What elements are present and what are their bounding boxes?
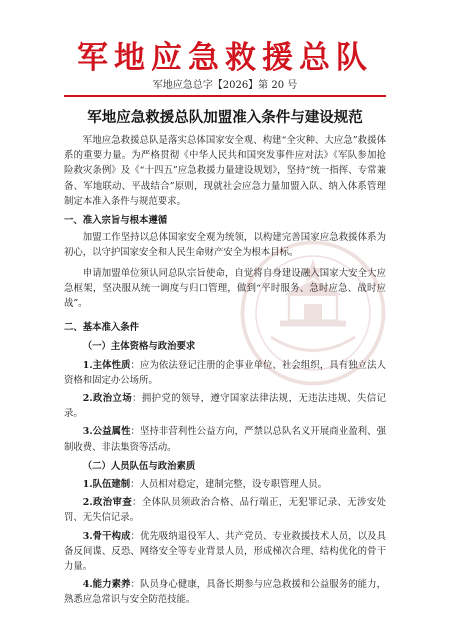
- subsection-1-heading: （一）主体资格与政治要求: [82, 341, 196, 353]
- red-header-org-name: 军地应急救援总队: [77, 40, 373, 76]
- item-text: ：全体队员须政治合格、品行端正，无犯罪记录、无涉安处罚、无失信记录。: [64, 497, 386, 524]
- document-body: [64, 133, 386, 608]
- item-lead: 1.主体性质: [82, 359, 131, 371]
- list-item: [64, 391, 386, 421]
- red-divider-line: [64, 95, 386, 97]
- document-number: 军地应急总字【2026】第 20 号: [152, 80, 298, 91]
- item-lead: 4.能力素养: [82, 579, 131, 591]
- item-text: ：应为依法登记注册的企事业单位、社会组织，具有独立法人资格和固定办公场所。: [64, 359, 386, 386]
- subsection-2-heading: （二）人员队伍与政治素质: [82, 460, 196, 472]
- item-text: ：人员相对稳定，建制完整，设专职管理人员。: [130, 479, 327, 491]
- section-1-heading: 一、准入宗旨与根本遵循: [64, 215, 168, 227]
- section-1-paragraph-2: 申请加盟单位须认同总队宗旨使命，自觉将自身建设融入国家大安全大应急框架，坚决服从统一调度与归口管理，做到“平时服务、急时应急、战时应战”。: [64, 267, 386, 310]
- list-item: [64, 477, 386, 492]
- item-lead: 2.政治立场: [82, 393, 133, 405]
- section-2-heading: 二、基本准入条件: [64, 322, 140, 334]
- list-item: [64, 424, 386, 454]
- intro-paragraph: 军地应急救援总队是落实总体国家安全观、构建“全灾种、大应急”救援体系的重要力量。为严格贯彻《中华人民共和国突发事件应对法》《军队参加抢险救灾条例》及《“十四五”应急救援力量建设规划》，坚持“统一指挥、专常兼备、军地联动、平战结合”原则，现就社会应急力量加盟入队、纳入体系管理制定本准入条件与规范要求。: [64, 135, 386, 207]
- list-item: [64, 495, 386, 525]
- list-item: [64, 358, 386, 388]
- document-title: 军地应急救援总队加盟准入条件与建设规范: [87, 109, 363, 126]
- item-text: ：拥护党的领导，遵守国家法律法规，无违法违规、失信记录。: [64, 393, 386, 420]
- item-lead: 1.队伍建制: [82, 479, 131, 491]
- item-lead: 2.政治审查: [82, 497, 133, 509]
- item-text: ：坚持非营利性公益方向，严禁以总队名义开展商业盈利、强制收费、非法集资等活动。: [64, 426, 386, 453]
- item-lead: 3.骨干构成: [82, 530, 131, 542]
- item-text: ：优先吸纳退役军人、共产党员、专业救援技术人员，以及具备反间谍、反恐、网络安全等专业背景人员，形成梯次合理、结构优化的骨干力量。: [64, 530, 386, 573]
- spacer: [64, 311, 386, 316]
- list-item: [64, 577, 386, 607]
- section-1-paragraph-1: 加盟工作坚持以总体国家安全观为统领，以构建完善国家应急救援体系为初心，以守护国家安全和人民生命财产安全为根本目标。: [64, 232, 386, 259]
- list-item: [64, 529, 386, 575]
- item-text: ：队员身心健康，具备长期参与应急救援和公益服务的能力，熟悉应急常识与安全防范技能。: [64, 579, 386, 606]
- item-lead: 3.公益属性: [82, 426, 131, 438]
